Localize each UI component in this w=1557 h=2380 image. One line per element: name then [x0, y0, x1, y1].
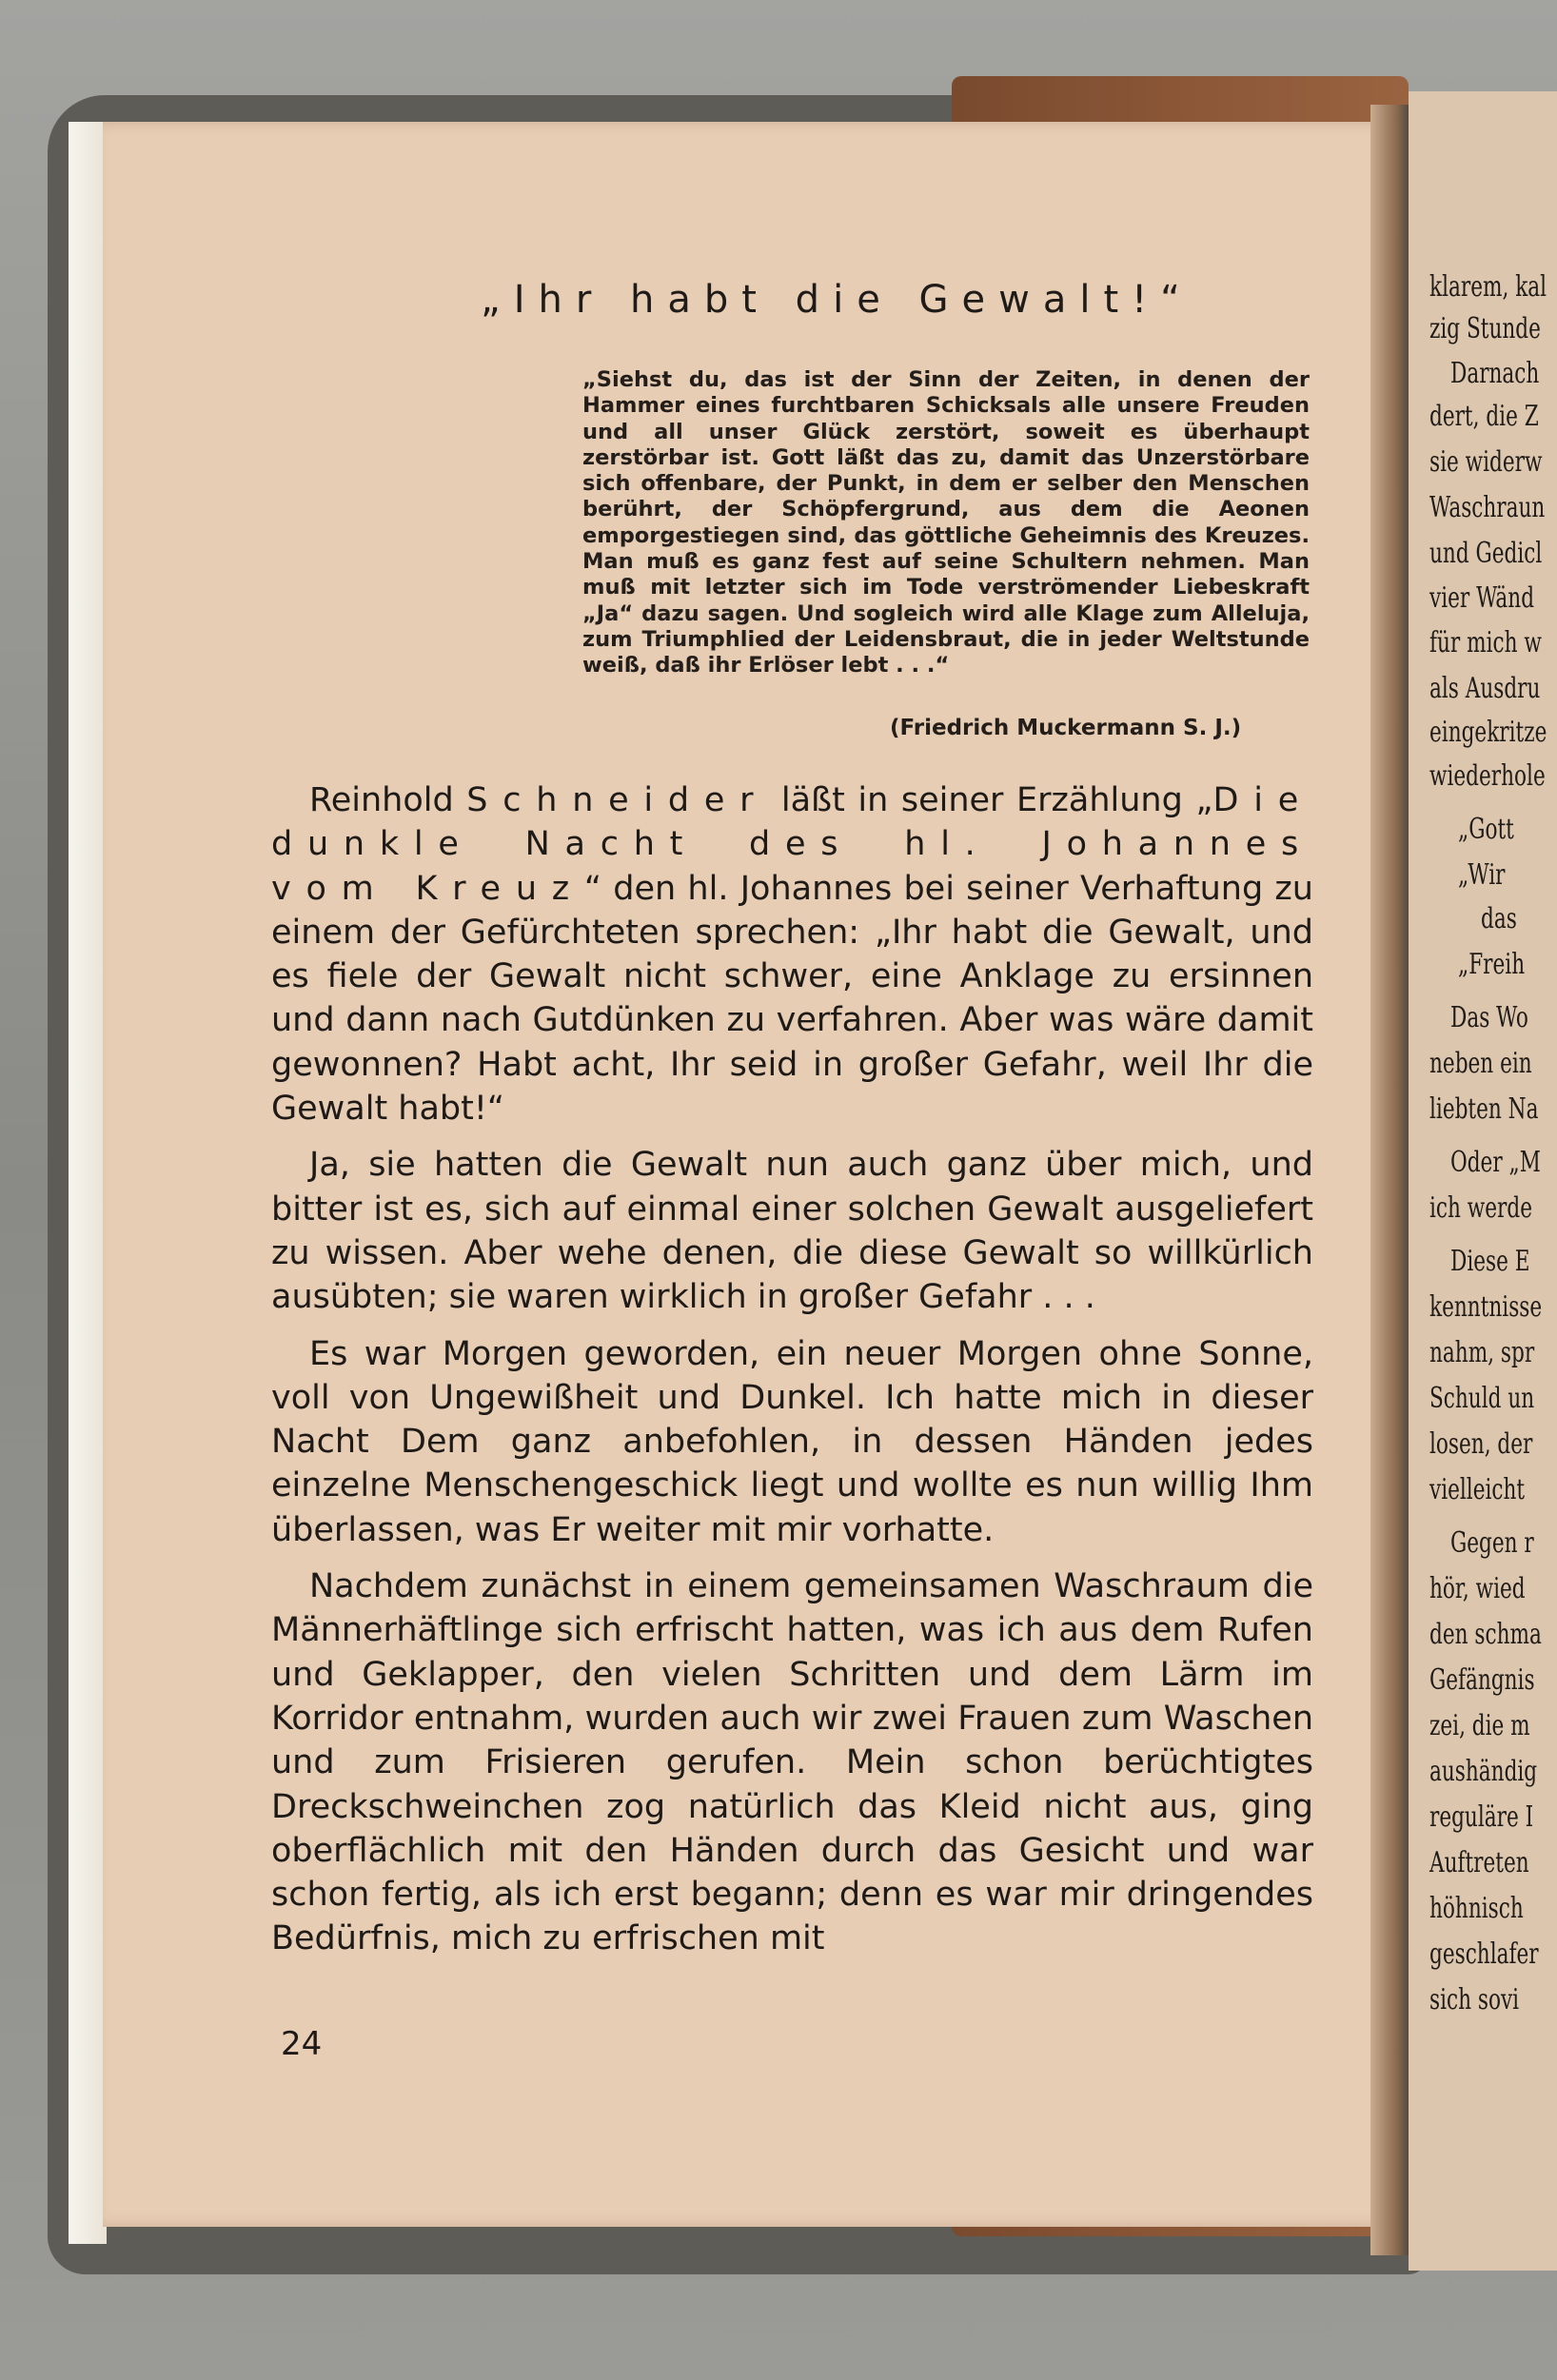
page-edge [69, 122, 107, 2244]
right-line: „Freih [1458, 948, 1526, 981]
right-line: vielleicht [1429, 1473, 1526, 1506]
right-line: aushändig [1429, 1755, 1538, 1788]
right-line: „Gott [1458, 813, 1514, 846]
right-line: Oder „M [1450, 1146, 1541, 1179]
p1-text-b: läßt in seiner Erzählung „ [768, 781, 1213, 819]
p1-work-title: Die dunkle Nacht des hl. Johannes vom Kreuz [271, 781, 1313, 908]
right-line: das [1481, 902, 1517, 935]
right-line: eingekritze [1429, 716, 1547, 749]
right-line: Gegen r [1450, 1526, 1534, 1560]
p1-text-a: Reinhold [309, 781, 467, 819]
right-line: Das Wo [1450, 1001, 1528, 1034]
right-line: liebten Na [1429, 1092, 1539, 1126]
epigraph-quote: „Siehst du, das ist der Sinn der Zeiten, in denen der Hammer eines furchtbaren Schicksals alle unsere Freuden und all unser Glück zerstört, soweit es überhaupt zerstörbar ist. Gott läßt das zu, damit das Unzerstörbare sich offenbare, der Punkt, in dem er selber den Menschen berührt, der Schöpfergrund, aus dem die Aeonen emporgestiegen sind, das göttliche Geheimnis des Kreuzes. Man muß es ganz fest auf seine Schultern nehmen. Man muß mit letzter sich im Tode verströmender Liebeskraft „Ja“ dazu sagen. Und sogleich wird alle Klage zum Alleluja, zum Triumphlied der Leidensbraut, die in jeder Weltstunde weiß, daß ihr Erlöser lebt . . .“ [582, 367, 1310, 679]
right-line: dert, die Z [1429, 400, 1539, 433]
paragraph-1 [271, 778, 1313, 1131]
right-line: hör, wied [1429, 1572, 1526, 1605]
right-line: ich werde [1429, 1191, 1532, 1225]
right-line: Schuld un [1429, 1382, 1535, 1415]
epigraph-attribution: (Friedrich Muckermann S. J.) [890, 716, 1242, 740]
p1-author: Schneider [466, 781, 769, 819]
right-line: Diese E [1450, 1245, 1530, 1278]
right-line: reguläre I [1429, 1800, 1534, 1834]
right-line: sie widerw [1429, 445, 1543, 479]
p1-text-c: “ den hl. Johannes bei seiner Verhaftung zu einem der Gefürchteten sprechen: „Ihr habt die Gewalt, und es fiele der Gewalt nicht schwer, eine Anklage zu ersinnen und dann nach Gutdünken zu verfahren. Aber was wäre damit gewonnen? Habt acht, Ihr seid in großer Gefahr, weil Ihr die Gewalt habt!“ [271, 869, 1313, 1129]
right-line: kenntnisse [1429, 1290, 1543, 1324]
right-line: zei, die m [1429, 1709, 1530, 1742]
right-line: neben ein [1429, 1047, 1532, 1080]
body-text [271, 778, 1313, 1974]
right-line: Waschraun [1429, 491, 1546, 524]
paragraph-4: Nachdem zunächst in einem gemeinsamen Waschraum die Männerhäftlinge sich erfrischt hatten, was ich aus dem Rufen und Geklapper, den vielen Schritten und dem Lärm im Korridor entnahm, wurden auch wir zwei Frauen zum Waschen und zum Frisieren gerufen. Mein schon berüchtigtes Dreckschweinchen zog natürlich das Kleid nicht aus, ging oberflächlich mit den Händen durch das Gesicht und war schon fertig, als ich erst begann; denn es war mir dringendes Bedürfnis, mich zu erfrischen mit [271, 1567, 1313, 1958]
right-line: „Wir [1458, 858, 1506, 892]
right-line: sich sovi [1429, 1983, 1520, 2016]
right-line: höhnisch [1429, 1892, 1524, 1925]
right-line: Auftreten [1429, 1846, 1529, 1879]
right-line: und Gedicl [1429, 537, 1543, 570]
chapter-title: „Ihr habt die Gewalt!“ [481, 278, 1193, 322]
right-line: als Ausdru [1429, 672, 1541, 705]
right-line: geschlafer [1429, 1937, 1539, 1971]
right-line: zig Stunde [1429, 312, 1541, 345]
paragraph-2: Ja, sie hatten die Gewalt nun auch ganz über mich, und bitter ist es, sich auf einmal einer solchen Gewalt ausgeliefert zu wissen. Aber wehe denen, die diese Gewalt so willkürlich ausübten; sie waren wirklich in großer Gefahr . . . [271, 1146, 1313, 1317]
right-line: losen, der [1429, 1427, 1533, 1461]
right-page [1409, 91, 1557, 2271]
page-number: 24 [281, 2025, 323, 2063]
right-line: für mich w [1429, 626, 1542, 659]
right-line: den schma [1429, 1618, 1542, 1651]
right-line: Darnach [1450, 357, 1540, 390]
right-line: nahm, spr [1429, 1336, 1535, 1369]
right-line: Gefängnis [1429, 1663, 1535, 1697]
right-line: vier Wänd [1429, 581, 1535, 615]
right-line: wiederhole [1429, 759, 1546, 793]
right-line: klarem, kal [1429, 270, 1547, 304]
paragraph-3: Es war Morgen geworden, ein neuer Morgen ohne Sonne, voll von Ungewißheit und Dunkel. Ich hatte mich in dieser Nacht Dem ganz anbefohlen, in dessen Händen jedes einzelne Menschengeschick liegt und wollte es nun willig Ihm überlassen, was Er weiter mit mir vorhatte. [271, 1334, 1313, 1549]
